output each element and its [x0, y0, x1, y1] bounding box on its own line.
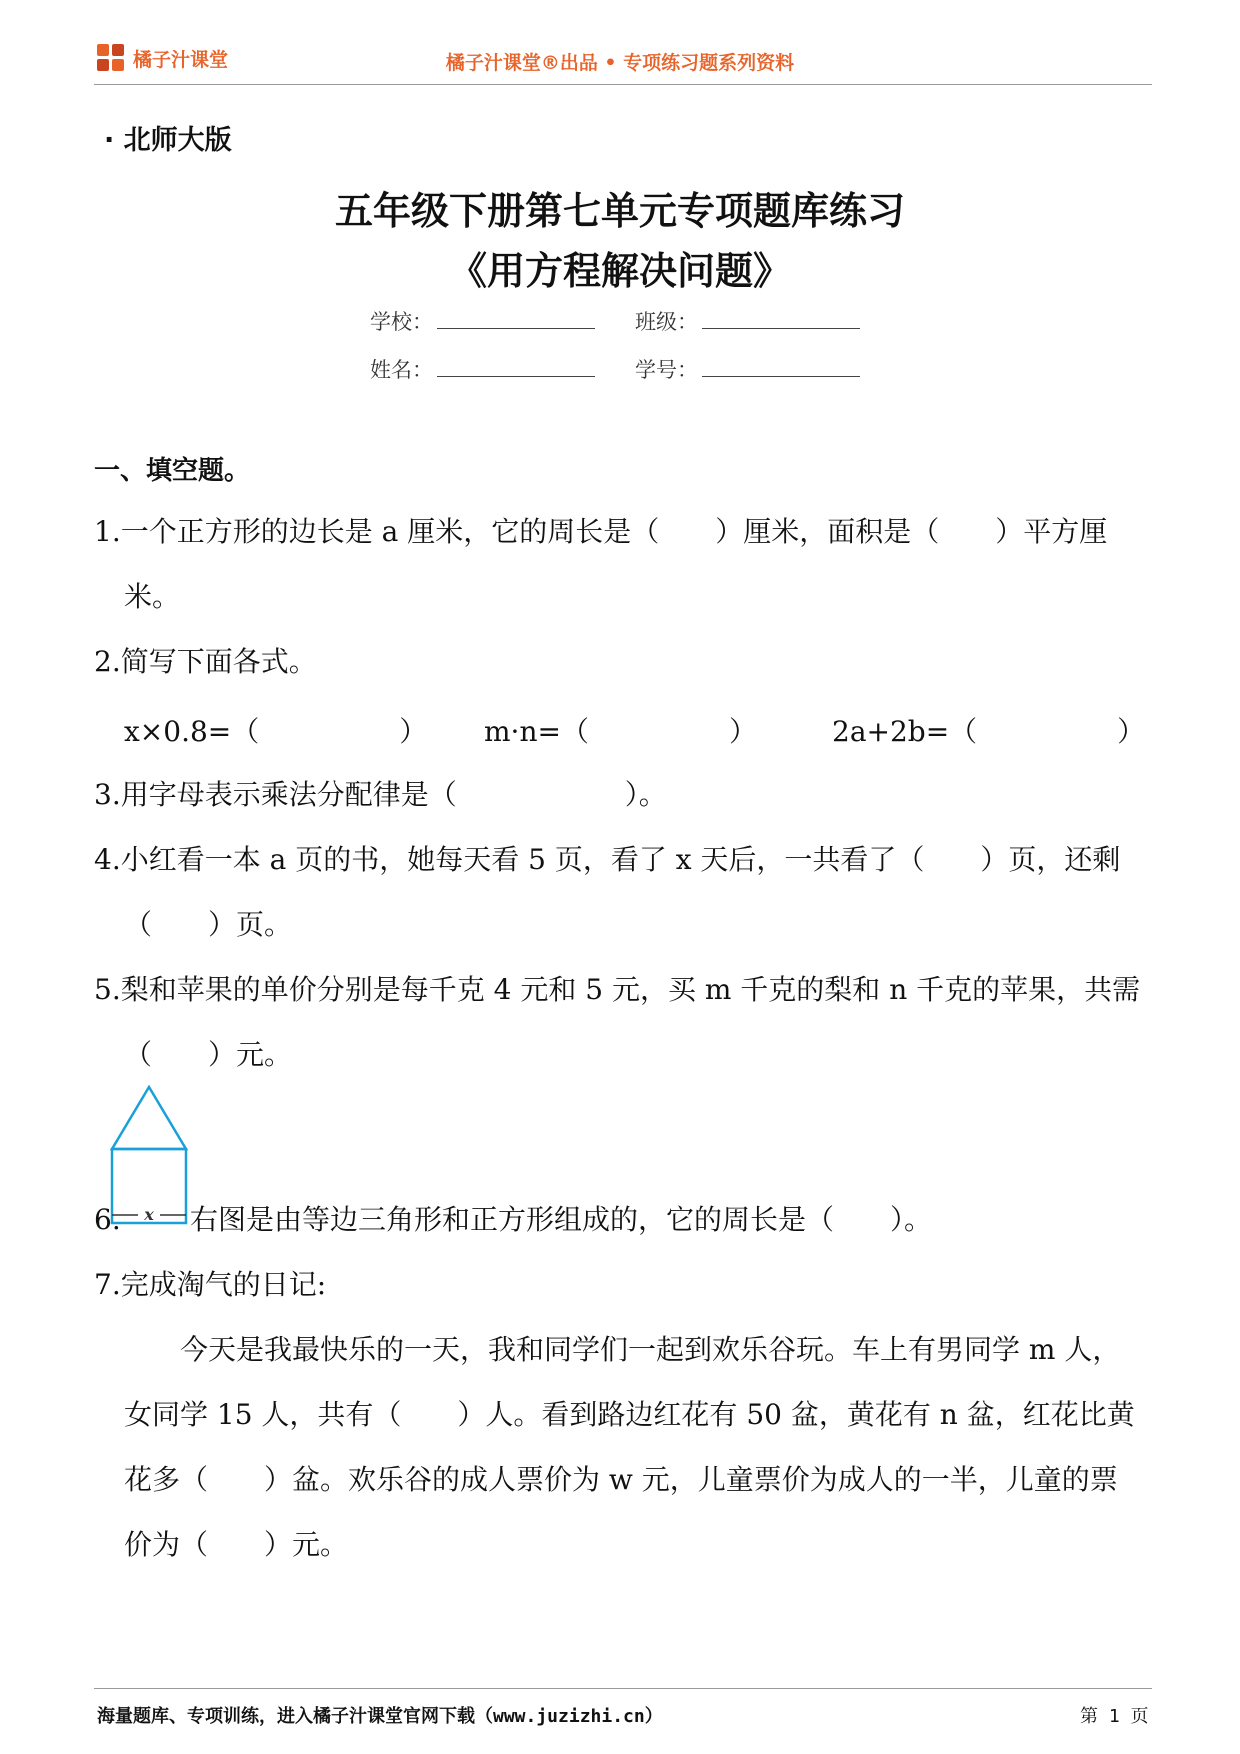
question-1: 1.一个正方形的边长是 a 厘米，它的周长是（ ）厘米，面积是（ ）平方厘	[94, 515, 1108, 548]
name-field	[370, 354, 635, 384]
footer-divider	[94, 1688, 1152, 1689]
name-blank	[437, 358, 595, 377]
page-subtitle: 《用方程解决问题》	[448, 249, 791, 293]
header-divider	[94, 84, 1152, 85]
question-5-continuation: （ ）元。	[124, 1038, 293, 1071]
logo-text: 橘子汁课堂	[133, 48, 229, 71]
expression-1: x×0.8=（ ）	[124, 715, 428, 748]
student-id-blank	[702, 358, 860, 377]
question-4: 4.小红看一本 a 页的书，她每天看 5 页，看了 x 天后，一共看了（ ）页，还剩	[94, 843, 1121, 876]
info-row	[370, 354, 900, 384]
question-2: 2.简写下面各式。	[94, 645, 317, 678]
question-6: 右图是由等边三角形和正方形组成的，它的周长是（ ）。	[190, 1203, 933, 1236]
school-blank	[437, 310, 595, 329]
name-label: 姓名：	[370, 358, 433, 382]
header-tagline: 橘子汁课堂®出品 • 专项练习题系列资料	[445, 52, 795, 74]
class-label: 班级：	[635, 310, 698, 334]
expression-3: 2a+2b=（ ）	[832, 715, 1146, 748]
question-5: 5.梨和苹果的单价分别是每千克 4 元和 5 元，买 m 千克的梨和 n 千克的苹果，共需	[94, 973, 1141, 1006]
question-4-continuation: （ ）页。	[124, 908, 293, 941]
question-6-number: 6.	[94, 1203, 121, 1236]
page-title: 五年级下册第七单元专项题库练习	[334, 189, 905, 233]
diary-line-2: 女同学 15 人，共有（ ）人。看到路边红花有 50 盆，黄花有 n 盆，红花比黄	[124, 1398, 1135, 1431]
diary-line-1: 今天是我最快乐的一天，我和同学们一起到欢乐谷玩。车上有男同学 m 人，	[180, 1333, 1121, 1366]
student-id-field	[635, 354, 900, 384]
school-label: 学校：	[370, 310, 433, 334]
question-2-expressions	[124, 712, 1144, 752]
student-id-label: 学号：	[635, 358, 698, 382]
diary-line-3: 花多（ ）盆。欢乐谷的成人票价为 w 元，儿童票价为成人的一半，儿童的票	[124, 1463, 1118, 1496]
diary-line-4: 价为（ ）元。	[124, 1528, 349, 1561]
expression-2: m·n=（ ）	[484, 715, 757, 748]
question-7: 7.完成淘气的日记:	[94, 1268, 327, 1301]
page-number: 第 1 页	[1080, 1706, 1149, 1727]
footer-note: 海量题库、专项训练，进入橘子汁课堂官网下载（www.juzizhi.cn）	[97, 1706, 663, 1727]
house-shape-figure	[110, 1085, 190, 1230]
section-heading: 一、填空题。	[94, 456, 251, 486]
edition-label: · 北师大版	[104, 125, 232, 156]
class-blank	[702, 310, 860, 329]
info-row	[370, 306, 900, 336]
class-field	[635, 306, 900, 336]
figure-side-label: x	[144, 1205, 154, 1224]
school-field	[370, 306, 635, 336]
question-1-continuation: 米。	[124, 580, 181, 613]
question-3: 3.用字母表示乘法分配律是（ ）。	[94, 778, 667, 811]
